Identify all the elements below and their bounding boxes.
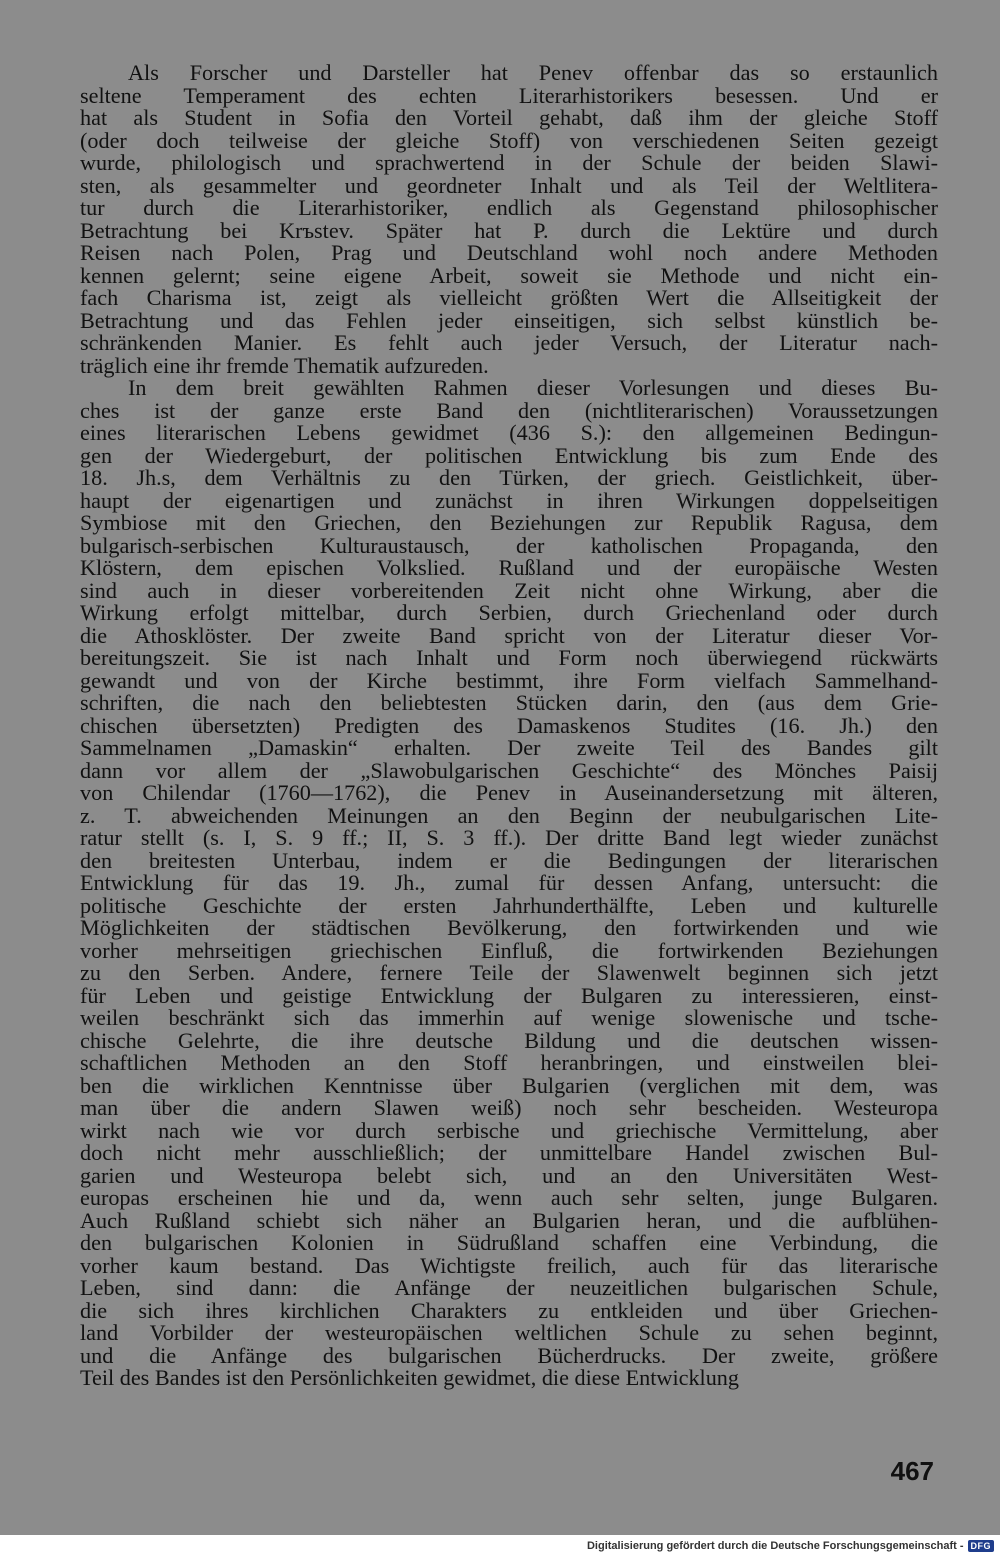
text-line: Klöstern, dem epischen Volkslied. Rußland und der europäische Westen	[80, 555, 938, 580]
text-line: die Athosklöster. Der zweite Band spricht von der Literatur dieser Vor-	[80, 622, 938, 648]
text-line: Als Forscher und Darsteller hat Penev offenbar das so erstaunlich	[128, 60, 938, 85]
text-line: z. T. abweichenden Meinungen an den Beginn der neubulgarischen Lite-	[80, 802, 938, 828]
text-line: bereitungszeit. Sie ist nach Inhalt und Form noch überwiegend rückwärts	[80, 645, 938, 670]
footer-bar	[0, 1535, 1000, 1557]
text-line: chischen übersetzten) Predigten des Damaskenos Studites (16. Jh.) den	[80, 712, 938, 738]
text-line: Betrachtung bei Krъstev. Später hat P. durch die Lektüre und durch	[80, 217, 938, 243]
text-line: ratur stellt (s. I, S. 9 ff.; II, S. 3 ff.). Der dritte Band legt wieder zunächst	[80, 825, 938, 850]
text-line: bulgarisch-serbischen Kulturaustausch, der katholischen Propaganda, den	[80, 532, 938, 558]
text-line: und die Anfänge des bulgarischen Bücherdrucks. Der zweite, größere	[80, 1342, 938, 1368]
text-line: vorher kaum bestand. Das Wichtigste freilich, auch für das literarische	[80, 1252, 938, 1278]
text-line: man über die andern Slawen weiß) noch sehr bescheiden. Westeuropa	[80, 1095, 938, 1120]
text-line: Möglichkeiten der städtischen Bevölkerung, den fortwirkenden und wie	[80, 915, 938, 940]
text-line: In dem breit gewählten Rahmen dieser Vorlesungen und dieses Bu-	[128, 375, 938, 400]
text-line: zu den Serben. Andere, fernere Teile der Slawenwelt beginnen sich jetzt	[80, 960, 938, 985]
text-line: chische Gelehrte, die ihre deutsche Bildung und die deutschen wissen-	[80, 1027, 938, 1053]
text-line: kennen gelernt; seine eigene Arbeit, soweit sie Methode und nicht ein-	[80, 262, 938, 288]
text-line: garien und Westeuropa belebt sich, und an den Universitäten West-	[80, 1162, 938, 1188]
text-line: vorher mehrseitigen griechischen Einfluß, die fortwirkenden Beziehungen	[80, 937, 938, 963]
paragraph-1	[80, 62, 938, 377]
text-line: Auch Rußland schiebt sich näher an Bulgarien heran, und die aufblühen-	[80, 1207, 938, 1233]
text-line: gen der Wiedergeburt, der politischen Entwicklung bis zum Ende des	[80, 442, 938, 468]
text-line: Wirkung erfolgt mittelbar, durch Serbien, durch Griechenland oder durch	[80, 600, 938, 625]
text-line: Betrachtung und das Fehlen jeder einseitigen, sich selbst künstlich be-	[80, 307, 938, 333]
text-line: politische Geschichte der ersten Jahrhunderthälfte, Leben und kulturelle	[80, 892, 938, 918]
text-line: Teil des Bandes ist den Persönlichkeiten gewidmet, die diese Entwicklung	[80, 1365, 739, 1390]
text-line: 18. Jh.s, dem Verhältnis zu den Türken, der griech. Geistlichkeit, über-	[80, 465, 938, 490]
text-line: Entwicklung für das 19. Jh., zumal für dessen Anfang, untersucht: die	[80, 870, 938, 895]
text-line: seltene Temperament des echten Literarhistorikers besessen. Und er	[80, 82, 938, 108]
paragraph-2	[80, 377, 938, 1390]
text-line: europas erscheinen hie und da, wenn auch sehr selten, junge Bulgaren.	[80, 1185, 938, 1210]
text-line: träglich eine ihr fremde Thematik aufzureden.	[80, 352, 489, 378]
text-line: land Vorbilder der westeuropäischen weltlichen Schule zu sehen beginnt,	[80, 1320, 938, 1345]
text-line: von Chilendar (1760—1762), die Penev in Auseinandersetzung mit älteren,	[80, 780, 938, 805]
text-line: hat als Student in Sofia den Vorteil gehabt, daß ihm der gleiche Stoff	[80, 105, 938, 130]
dfg-logo-icon: DFG	[968, 1540, 995, 1552]
footer-credit-text: Digitalisierung gefördert durch die Deutsche Forschungsgemeinschaft -	[586, 1540, 964, 1552]
text-line: wurde, philologisch und sprachwertend in der Schule der beiden Slawi-	[80, 150, 938, 175]
text-line: Reisen nach Polen, Prag und Deutschland wohl noch andere Methoden	[80, 240, 938, 265]
text-line: ches ist der ganze erste Band den (nichtliterarischen) Voraussetzungen	[80, 397, 938, 423]
text-line: weilen beschränkt sich das immerhin auf wenige slowenische und tsche-	[80, 1005, 938, 1030]
text-line: den bulgarischen Kolonien in Südrußland schaffen eine Verbindung, die	[80, 1230, 938, 1255]
text-line: ben die wirklichen Kenntnisse über Bulgarien (verglichen mit dem, was	[80, 1072, 938, 1098]
text-line: für Leben und geistige Entwicklung der Bulgaren zu interessieren, einst-	[80, 982, 938, 1008]
text-line: doch nicht mehr ausschließlich; der unmittelbare Handel zwischen Bul-	[80, 1140, 938, 1165]
text-line: haupt der eigenartigen und zunächst in ihren Wirkungen doppelseitigen	[80, 487, 938, 513]
text-line: sten, als gesammelter und geordneter Inhalt und als Teil der Weltlitera-	[80, 172, 938, 198]
text-line: Leben, sind dann: die Anfänge der neuzeitlichen bulgarischen Schule,	[80, 1275, 938, 1300]
text-line: die sich ihres kirchlichen Charakters zu entkleiden und über Griechen-	[80, 1297, 938, 1323]
text-line: sind auch in dieser vorbereitenden Zeit nicht ohne Wirkung, aber die	[80, 577, 938, 603]
page-number: 467	[890, 1456, 934, 1486]
text-line: schränkenden Manier. Es fehlt auch jeder Versuch, der Literatur nach-	[80, 330, 938, 355]
text-line: fach Charisma ist, zeigt als vielleicht größten Wert die Allseitigkeit der	[80, 285, 938, 310]
text-line: (oder doch teilweise der gleiche Stoff) von verschiedenen Seiten gezeigt	[80, 127, 938, 153]
page-body	[80, 62, 938, 1390]
text-line: dann vor allem der „Slawobulgarischen Geschichte“ des Mönches Paisij	[80, 757, 938, 783]
text-line: wirkt nach wie vor durch serbische und griechische Vermittelung, aber	[80, 1117, 938, 1143]
text-line: schriften, die nach den beliebtesten Stücken darin, den (aus dem Grie-	[80, 690, 938, 715]
text-line: Symbiose mit den Griechen, den Beziehungen zur Republik Ragusa, dem	[80, 510, 938, 535]
text-line: gewandt und von der Kirche bestimmt, ihre Form vielfach Sammelhand-	[80, 667, 938, 693]
text-line: tur durch die Literarhistoriker, endlich als Gegenstand philosophischer	[80, 195, 938, 220]
text-line: eines literarischen Lebens gewidmet (436 S.): den allgemeinen Bedingun-	[80, 420, 938, 445]
text-line: schaftlichen Methoden an den Stoff heranbringen, und einstweilen blei-	[80, 1050, 938, 1075]
text-line: den breitesten Unterbau, indem er die Bedingungen der literarischen	[80, 847, 938, 873]
text-line: Sammelnamen „Damaskin“ erhalten. Der zweite Teil des Bandes gilt	[80, 735, 938, 760]
